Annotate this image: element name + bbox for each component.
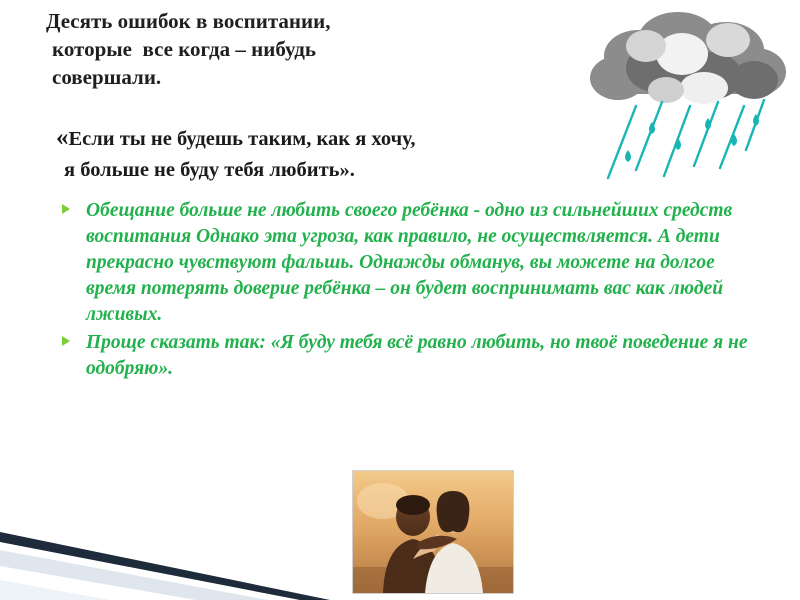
title-line-2: которые все когда – нибудь — [52, 36, 316, 61]
couple-embracing-photo — [352, 470, 514, 594]
list-item-text: Обещание больше не любить своего ребёнка - одно из сильнейших средств воспитания Однако эта угроза, как правило, не осуществляется. А дети прекрасно чувствуют фальшь. Однажды обманув, вы можете на долгое время потерять доверие ребёнка – он будет воспринимать вас как людей лживых. — [86, 200, 733, 325]
quote-text-1: Если ты не будешь таким, как я хочу, — [68, 128, 416, 150]
open-quote-mark: « — [56, 124, 69, 151]
slide-title — [46, 8, 586, 92]
title-line-3: совершали. — [52, 64, 162, 89]
slide-quote — [56, 120, 616, 186]
corner-ribbon-decoration — [0, 480, 330, 600]
quote-line-2: я больше не буду тебя любить». — [64, 159, 355, 182]
list-item — [54, 198, 754, 328]
list-item-text: Проще сказать так: «Я буду тебя всё равно любить, но твоё поведение я не одобряю». — [86, 331, 748, 379]
quote-line-1 — [56, 120, 616, 156]
title-line-1: Десять ошибок в воспитании, — [46, 9, 331, 33]
list-item — [54, 330, 754, 382]
triangle-bullet-icon — [62, 204, 70, 214]
slide-body — [54, 198, 754, 383]
triangle-bullet-icon — [62, 336, 70, 346]
